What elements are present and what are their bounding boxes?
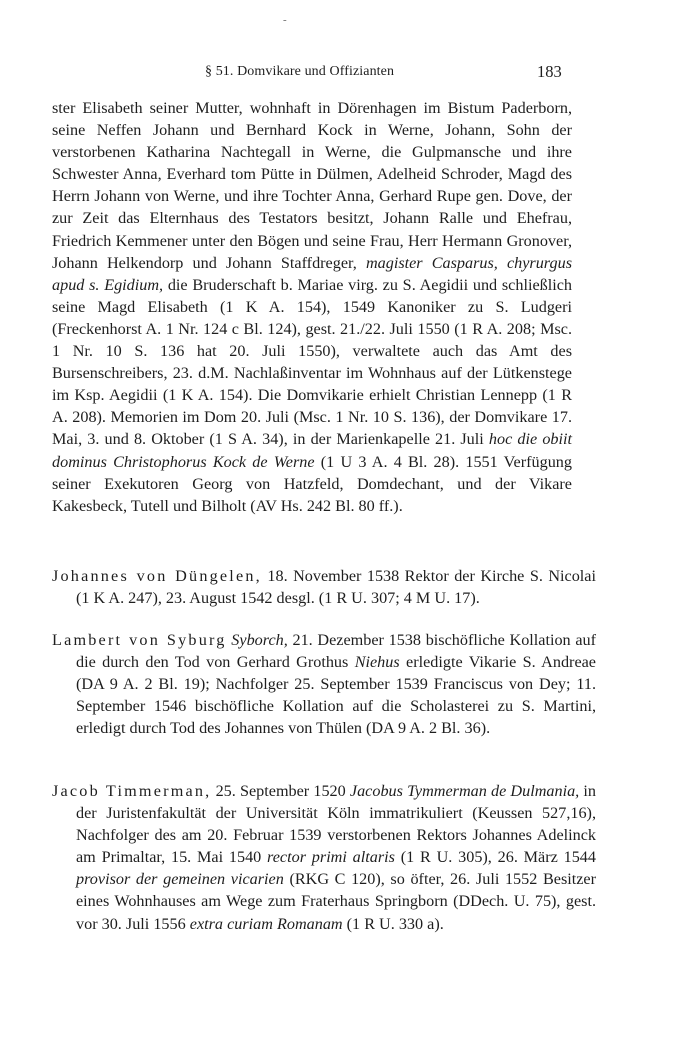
entry-text bbox=[52, 780, 596, 935]
italic-quote: provisor der gemeinen vicarien bbox=[76, 870, 284, 889]
italic-quote: extra curiam Romanam bbox=[189, 914, 343, 933]
text-run: in der Juristenfakultät der Universität Köln immatrikuliert (Keussen 527,16), Nachfolger des am 20. Februar 1539 verstorbenen Rektors Johannes Adelinck am Primaltar, 15. Mai 1540 bbox=[76, 782, 596, 867]
italic-quote: Niehus bbox=[354, 653, 400, 672]
italic-quote: hoc die obiit dominus Christophorus Kock de Werne bbox=[52, 430, 572, 471]
text-run: 25. September 1520 bbox=[211, 782, 350, 800]
entry-johannes-von-duengelen bbox=[52, 565, 596, 609]
text-run: (1 U 3 A. 4 Bl. 28). 1551 Verfügung seiner Exekutoren Georg von Hatzfeld, Domdechant, und der Vikare Kakesbeck, Tutell und Bilholt (AV Hs. 242 Bl. 80 ff.). bbox=[52, 452, 572, 515]
italic-quote: rector primi altaris bbox=[267, 848, 395, 867]
entry-text bbox=[52, 629, 597, 739]
entry-lambert-von-syburg bbox=[52, 629, 596, 739]
entry-name: Jacob Timmerman, bbox=[52, 782, 212, 800]
text-run: (1 R U. 305), 26. März 1544 bbox=[394, 848, 596, 867]
text-run: ster Elisabeth seiner Mutter, wohnhaft in Dörenhagen im Bistum Paderborn, seine Neffen Johann und Bernhard Kock in Werne, Johann, Sohn der verstorbenen Katharina Nachtegall in Werne, die Gulpmansche und ihre Schwester Anna, Everhard tom Pütte in Dülmen, Adelheid Schroder, Magd des Herrn Johann von Werne, und ihre Tochter Anna, Gerhard Rupe gen. Dove, der zur Zeit das Elternhaus des Testators besitzt, Johann Ralle und Ehefrau, Friedrich Kemmener unter den Bögen und seine Frau, Herr Hermann Gronover, Johann Helkendorp und Johann Staffdreger, bbox=[52, 99, 572, 272]
paragraph-continuation bbox=[52, 97, 572, 517]
italic-quote: Syborch, bbox=[231, 631, 288, 649]
italic-quote: magister Casparus, chyrurgus apud s. Egidium, bbox=[52, 253, 572, 294]
paragraph-text bbox=[52, 97, 572, 517]
top-mark: - bbox=[283, 14, 287, 26]
entry-jacob-timmerman bbox=[52, 780, 596, 935]
text-run: (1 R U. 330 a). bbox=[342, 914, 444, 933]
running-title: § 51. Domvikare und Offizianten bbox=[205, 64, 395, 79]
text-run: erledigte Vikarie S. Andreae (DA 9 A. 2 Bl. 19); Nachfolger 25. September 1539 Franciscus von Dey; 11. September 1546 bischöfliche Kollation auf die Scholasterei zu S. Martini, erledigt durch Tod des Johannes von Thülen (DA 9 A. 2 Bl. 36). bbox=[76, 653, 596, 738]
italic-quote: Jacobus Tymmerman de Dulmania, bbox=[349, 782, 580, 800]
text-run: 18. November 1538 Rektor der Kirche S. Nicolai (1 K A. 247), 23. August 1542 desgl. (1 R U. 307; 4 M U. 17). bbox=[76, 567, 596, 608]
entry-name: Johannes von Düngelen, bbox=[52, 567, 262, 585]
text-run: die Bruderschaft b. Mariae virg. zu S. Aegidii und schließlich seine Magd Elisabeth (1 K A. 154), 1549 Kanoniker zu S. Ludgeri (Freckenhorst A. 1 Nr. 124 c Bl. 124), gest. 21./22. Juli 1550 (1 R A. 208; Msc. 1 Nr. 10 S. 136 hat 20. Juli 1550), verwaltete auch das Amt des Bursenschreibers, 23. d.M. Nachlaßinventar im Wohnhaus auf der Lütkenstege im Ksp. Aegidii (1 K A. 154). Die Domvikarie erhielt Christian Lennepp (1 R A. 208). Memorien im Dom 20. Juli (Msc. 1 Nr. 10 S. 136), der Domvikare 17. Mai, 3. und 8. Oktober (1 S A. 34), in der Marienkapelle 21. Juli bbox=[52, 275, 573, 449]
entry-text bbox=[52, 565, 596, 609]
page-number: 183 bbox=[537, 62, 562, 81]
text-run: 21. Dezember 1538 bischöfliche Kollation auf die durch den Tod von Gerhard Grothus bbox=[76, 631, 597, 672]
entry-name: Lambert von Syburg bbox=[52, 631, 227, 649]
text-run: (RKG C 120), so öfter, 26. Juli 1552 Besitzer eines Wohnhauses am Wege zum Fraterhaus Springborn (DDech. U. 75), gest. vor 30. Juli 1556 bbox=[76, 870, 596, 933]
page-header bbox=[0, 62, 700, 86]
